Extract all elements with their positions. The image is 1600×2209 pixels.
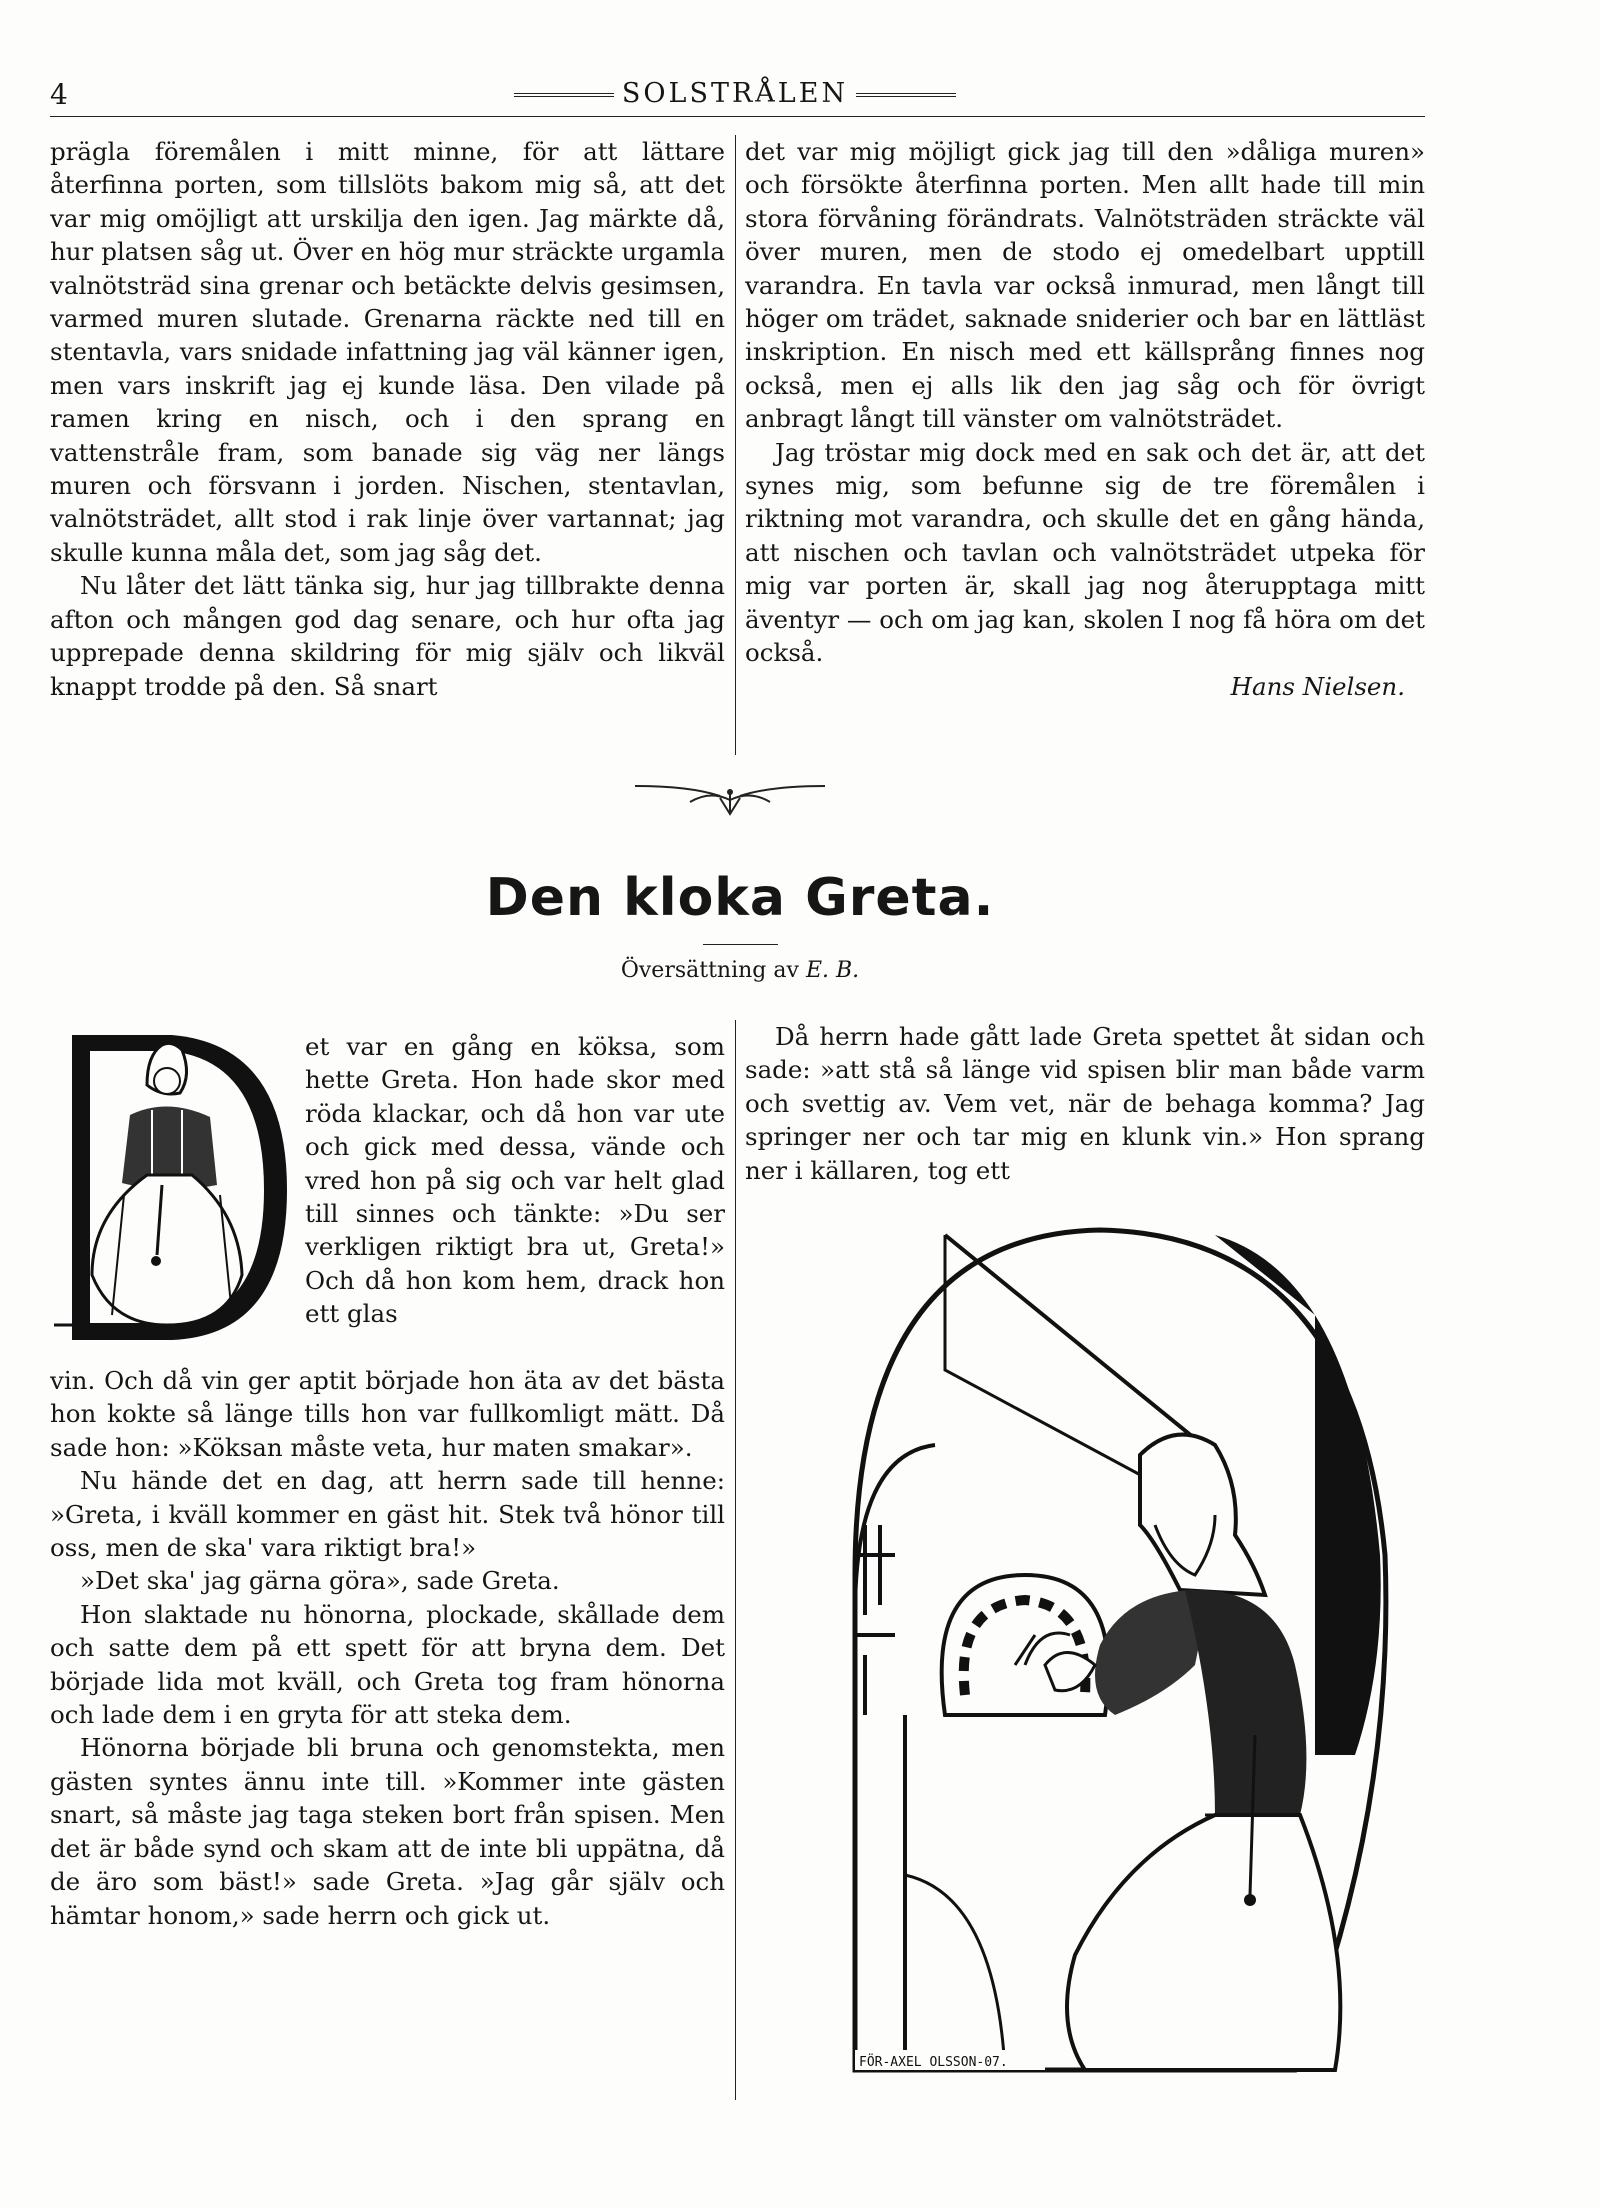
- author-signature: Hans Nielsen.: [1230, 671, 1405, 701]
- running-head: [475, 78, 995, 109]
- story-paragraph: Då herrn hade gått lade Greta spettet åt sidan och sade: »att stå så länge vid spisen blir man både varm och svettig av. Vem vet, när de behaga komma? Jag springer ner och tar mig en klunk vin.» Hon sprang ner i källaren, tog ett: [745, 1022, 1425, 1185]
- ornament-divider: [630, 772, 830, 822]
- story-opening: et var en gång en köksa, som hette Greta. Hon hade skor med röda klackar, och då hon var ute och gick med dessa, vände och vred hon på sig och var helt glad till sinnes och tänkte: »Du ser verkligen riktigt bra ut, Greta!» Och då hon kom hem, drack hon ett glas: [305, 1032, 725, 1329]
- story-column-left: [50, 1364, 725, 1932]
- column-divider: [735, 135, 736, 755]
- page-number: 4: [50, 78, 68, 111]
- story-opening-wrap: [305, 1030, 725, 1331]
- story-paragraph: Hönorna började bli bruna och genomstekta, men gästen syntes ännu inte till. »Kommer inte gästen snart, så måste jag taga steken bort från spisen. Men det är både synd och skam att de inte bli uppätna, då de äro som bäst!» sade Greta. »Jag går själv och hämtar honom,» sade herrn och gick ut.: [50, 1733, 725, 1930]
- story-paragraph: Hon slaktade nu hönorna, plockade, skållade dem och satte dem på ett spett för att bryna dem. Det började lida mot kväll, och Greta tog fram hönorna och lade dem i en gryta för att steka dem.: [50, 1599, 725, 1730]
- article-paragraph: det var mig möjligt gick jag till den »dåliga muren» och försökte återfinna porten. Men allt hade till min stora förvåning förändrats. Valnötsträden sträckte väl över muren, men de stodo ej omedelbart upptill varandra. En tavla var också inmurad, men långt till höger om trädet, saknade sniderier och bar en lättläst inskription. En nisch med ett källsprång finnes nog också, men ej alls lik den jag såg och för övrigt anbragt långt till vänster om valnötsträdet.: [745, 137, 1425, 434]
- article-paragraph: Jag tröstar mig dock med en sak och det är, att det synes mig, som befunne sig de tre föremålen i riktning mot varandra, och skulle det en gång hända, att nischen och tavlan och valnötsträdet utpeka för mig var porten är, skall jag nog återupptaga mitt äventyr — och om jag kan, skolen I nog få höra om det också.: [745, 437, 1425, 668]
- story-paragraph: »Det ska' jag gärna göra», sade Greta.: [80, 1566, 560, 1596]
- story-paragraph: Nu hände det en dag, att herrn sade till henne: »Greta, i kväll kommer en gäst hit. Stek två hönor till oss, men de ska' vara riktigt bra!»: [50, 1466, 725, 1563]
- article-paragraph: Nu låter det lätt tänka sig, hur jag tillbrakte denna afton och mången god dag senare, och hur ofta jag upprepade denna skildring för mig själv och likväl knappt trodde på den. Så snart: [50, 571, 725, 701]
- illustrator-signature: FÖR-AXEL OLSSON-07.: [859, 2055, 1008, 2070]
- translator-name: E. B.: [805, 958, 860, 983]
- masthead-title: SOLSTRÅLEN: [621, 78, 849, 109]
- story-paragraph: vin. Och då vin ger aptit började hon äta av det bästa hon kokte så länge tills hon var fullkomligt mätt. Då sade hon: »Köksan måste veta, hur maten smakar».: [50, 1366, 725, 1462]
- title-rule: [703, 944, 778, 945]
- greta-illustration: [795, 1195, 1405, 2075]
- story-column-right: [745, 1020, 1425, 1187]
- article-column-right: [745, 135, 1425, 703]
- article-column-left: [50, 135, 725, 703]
- column-divider: [735, 1020, 736, 2100]
- header-rule: [50, 116, 1425, 117]
- masthead-rule-right: [856, 93, 956, 97]
- dropcap-d-girl-illustration: [52, 1025, 297, 1345]
- story-title: Den kloka Greta.: [485, 868, 995, 928]
- masthead-rule-left: [514, 93, 614, 97]
- byline-prefix: Översättning av: [620, 958, 799, 983]
- article-paragraph: prägla föremålen i mitt minne, för att lättare återfinna porten, som tillslöts bakom mig så, att det var mig omöjligt att urskilja den igen. Jag märkte då, hur platsen såg ut. Över en hög mur sträckte urgamla valnötsträd sina grenar och betäckte delvis gesimsen, varmed muren slutade. Grenarna räckte ned till en stentavla, vars snidade infattning jag väl känner igen, men vars inskrift jag ej kunde läsa. Den vilade på ramen kring en nisch, och i den sprang en vattenstråle fram, som banade sig väg ner längs muren och försvann i jorden. Nischen, stentavlan, valnötsträdet, allt stod i rak linje över vartannat; jag skulle kunna måla det, som jag såg det.: [50, 137, 725, 567]
- byline: [450, 958, 1030, 983]
